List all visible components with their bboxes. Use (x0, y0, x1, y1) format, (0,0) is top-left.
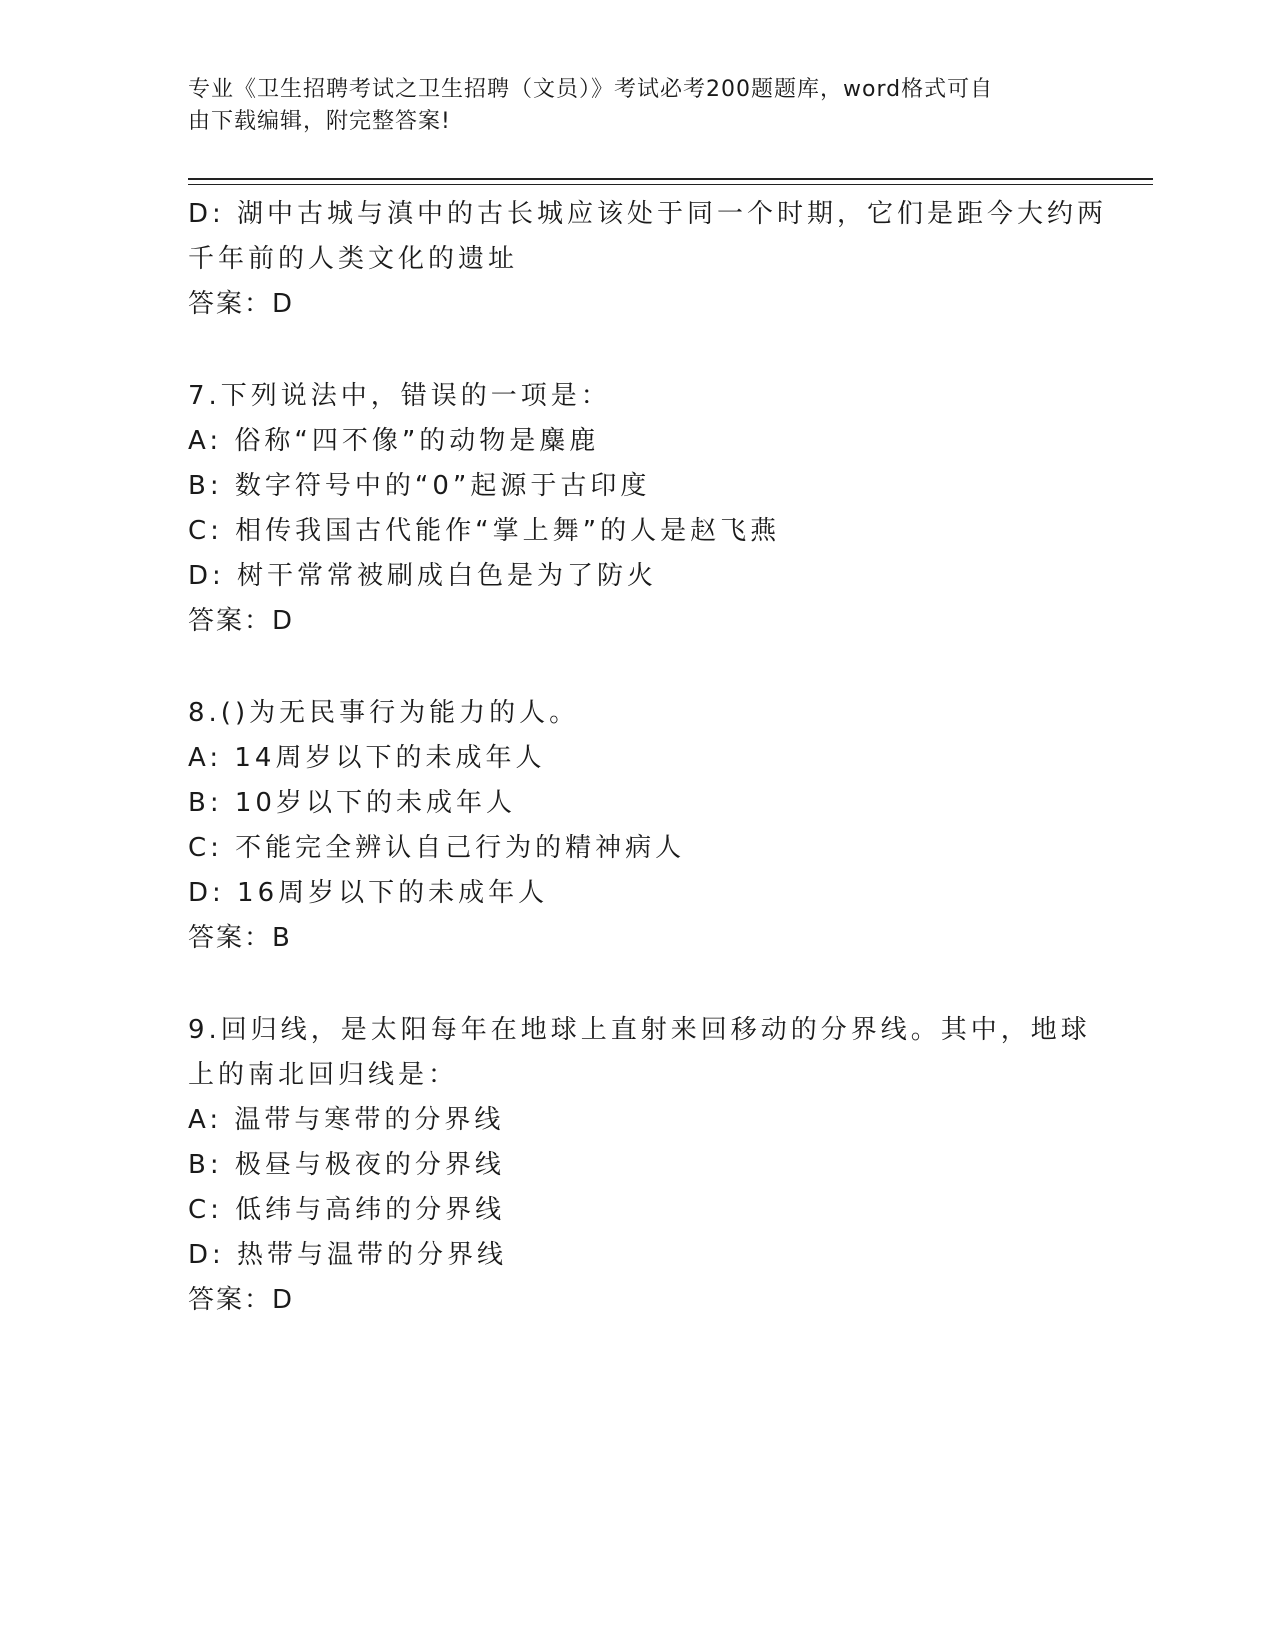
option-a: A: 俗称“四不像”的动物是麋鹿 (188, 426, 600, 456)
option-d: D: 树干常常被刷成白色是为了防火 (188, 561, 658, 591)
header-divider-thin (188, 184, 1153, 185)
question-stem: 8.()为无民事行为能力的人。 (188, 698, 580, 728)
option-c: C: 不能完全辨认自己行为的精神病人 (188, 833, 686, 863)
question-7 (188, 374, 1088, 644)
document-body (188, 192, 1108, 1323)
document-header (188, 74, 1068, 138)
option-b: B: 极昼与极夜的分界线 (188, 1150, 505, 1180)
answer-line: 答案：D (188, 606, 295, 636)
option-a: A: 温带与寒带的分界线 (188, 1105, 505, 1135)
question-stem-continued: 上的南北回归线是： (188, 1060, 459, 1090)
option-d-continued: 千年前的人类文化的遗址 (188, 244, 519, 274)
answer-line: 答案：B (188, 923, 292, 953)
question-6-tail (188, 192, 1108, 327)
spacer (188, 961, 1088, 1008)
question-stem: 7.下列说法中，错误的一项是： (188, 381, 611, 411)
header-line-1: 专业《卫生招聘考试之卫生招聘（文员）》考试必考200题题库，word格式可自 (188, 77, 994, 102)
spacer (188, 327, 1088, 374)
option-c: C: 低纬与高纬的分界线 (188, 1195, 506, 1225)
answer-line: 答案：D (188, 1285, 295, 1315)
question-stem: 9.回归线，是太阳每年在地球上直射来回移动的分界线。其中，地球 (188, 1015, 1091, 1045)
option-d: D: 16周岁以下的未成年人 (188, 878, 549, 908)
option-c: C: 相传我国古代能作“掌上舞”的人是赵飞燕 (188, 516, 781, 546)
option-d: D: 热带与温带的分界线 (188, 1240, 508, 1270)
answer-line: 答案：D (188, 289, 295, 319)
question-9 (188, 1008, 1091, 1323)
header-divider-thick (188, 178, 1153, 180)
spacer (188, 644, 1088, 691)
question-8 (188, 691, 1088, 961)
option-a: A: 14周岁以下的未成年人 (188, 743, 546, 773)
option-d: D: 湖中古城与滇中的古长城应该处于同一个时期，它们是距今大约两 (188, 199, 1108, 229)
header-line-2: 由下载编辑，附完整答案! (188, 109, 451, 134)
option-b: B: 数字符号中的“0”起源于古印度 (188, 471, 651, 501)
option-b: B: 10岁以下的未成年人 (188, 788, 516, 818)
